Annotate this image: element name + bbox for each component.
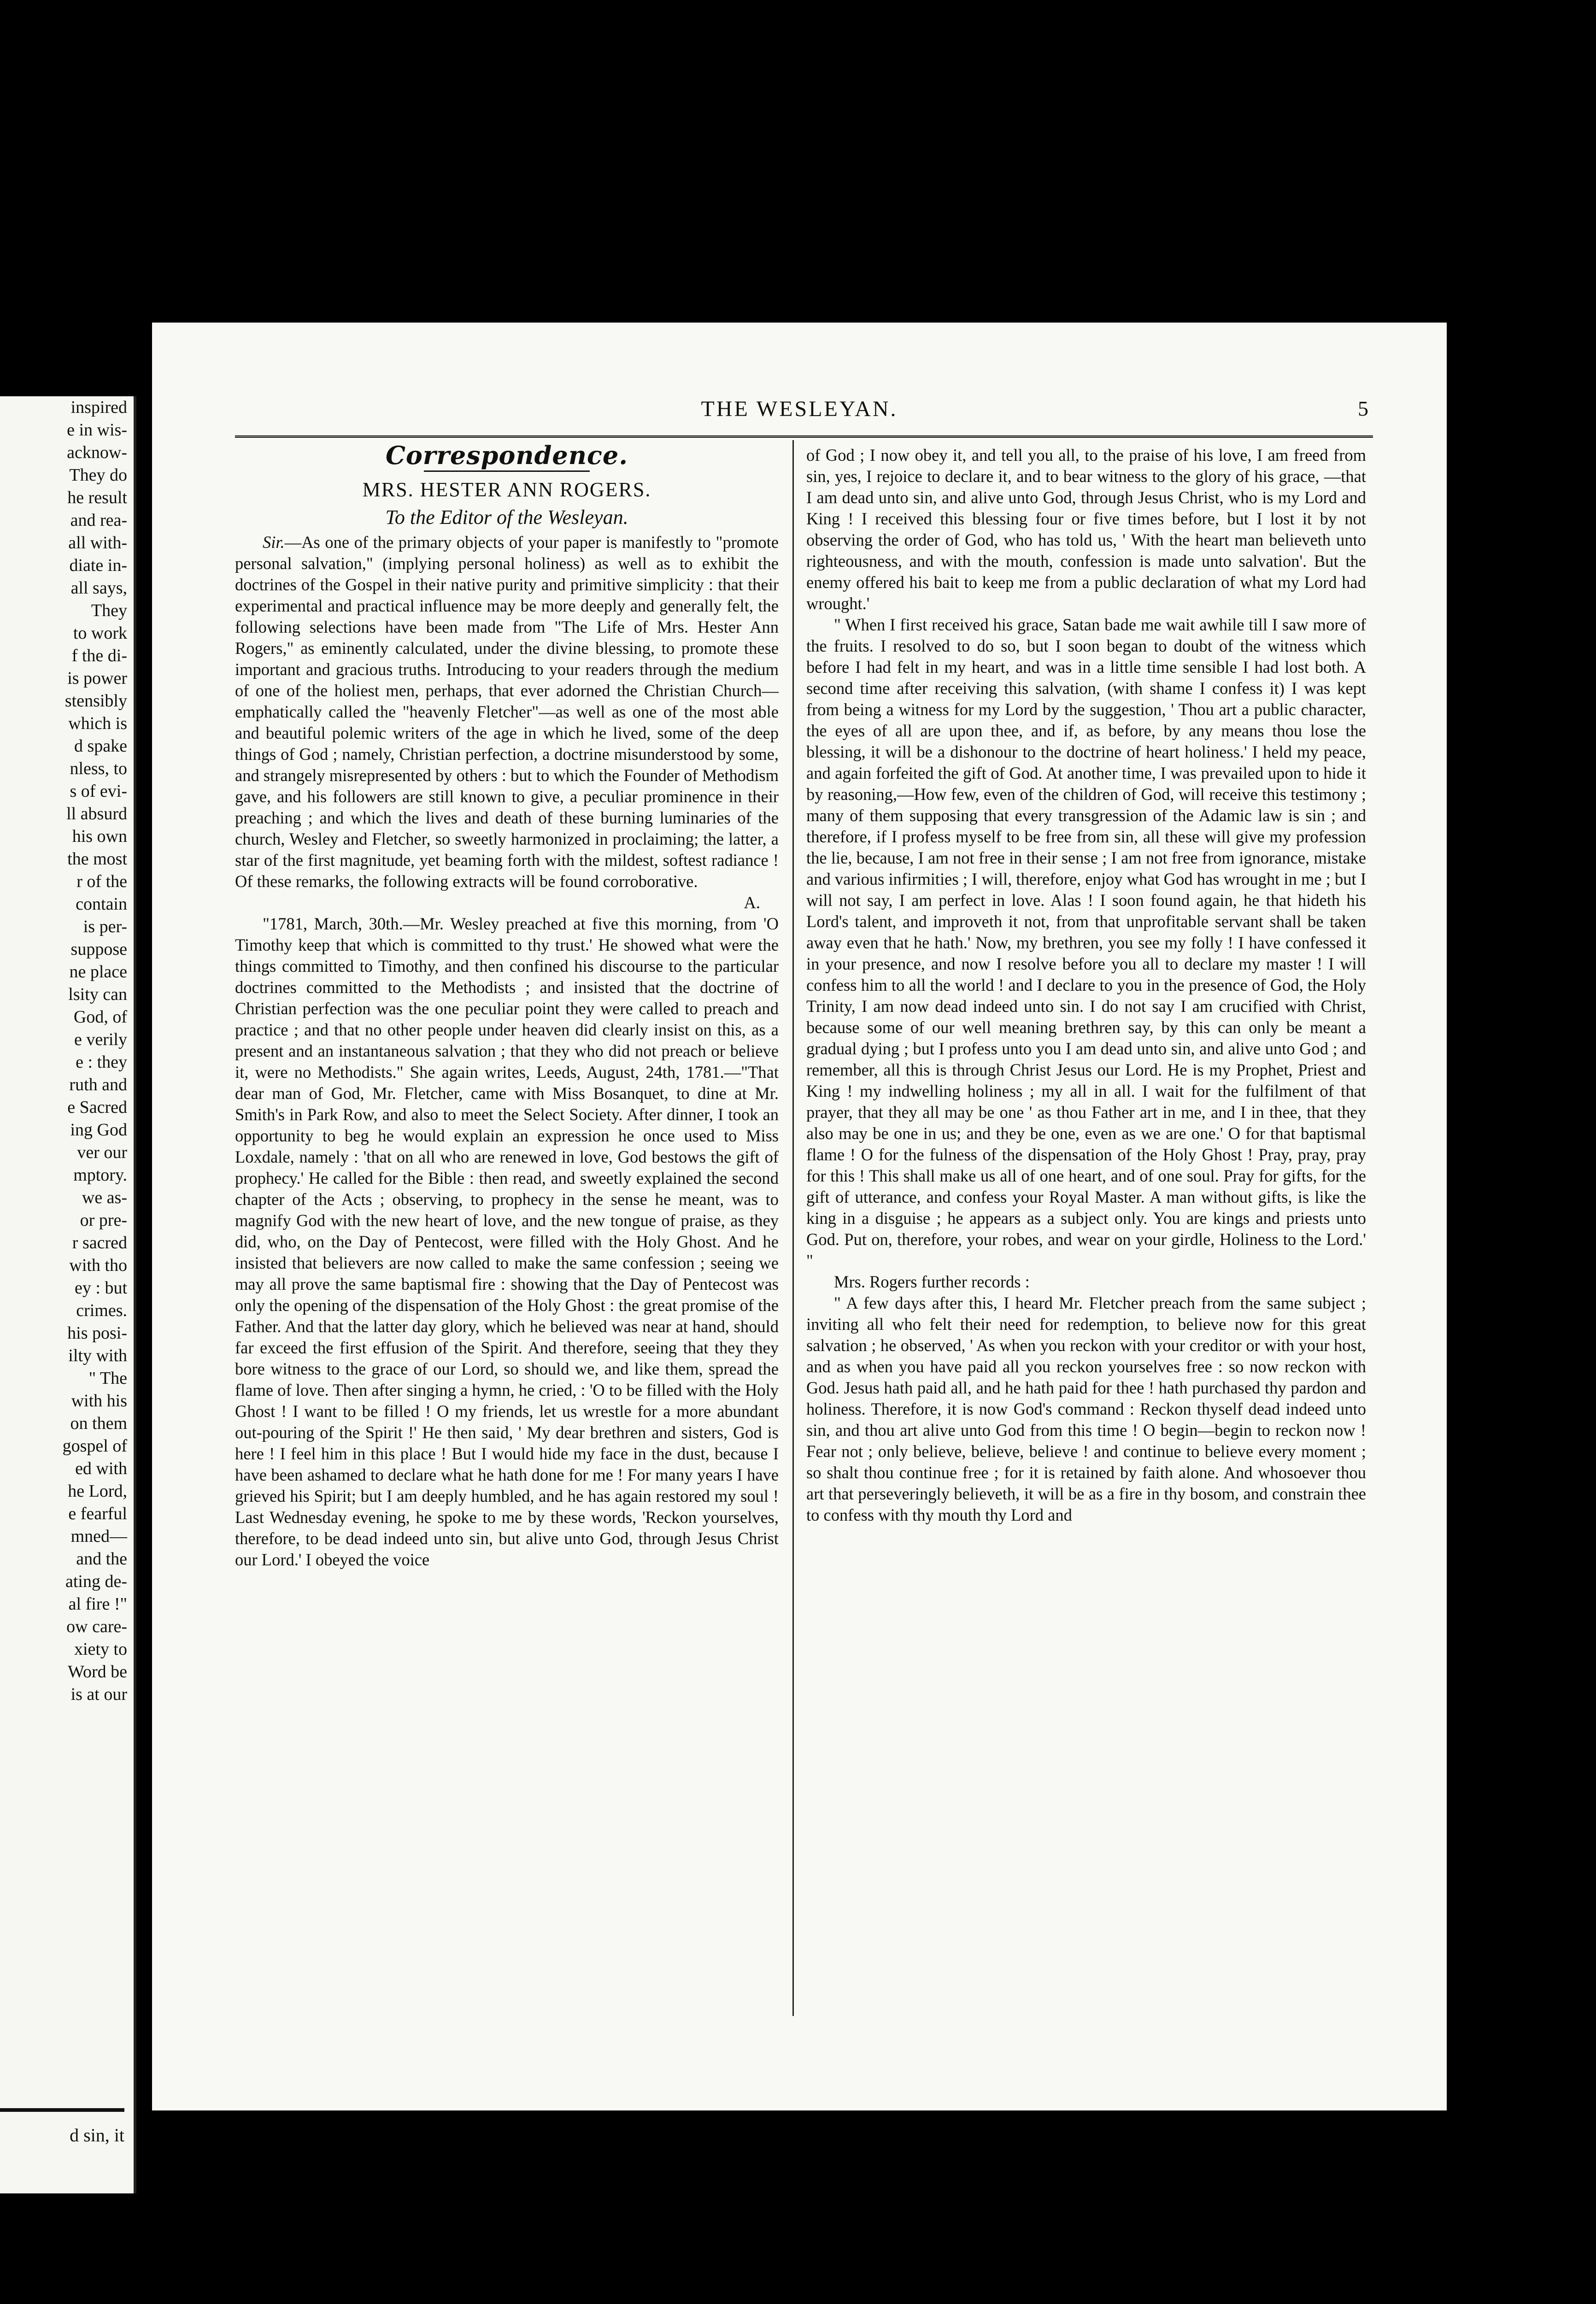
signature: A. <box>744 893 760 912</box>
paragraph-text: —As one of the primary objects of your paper is manifestly to "promote personal salvation," (implying personal holiness) as well as to exhibit the doctrines of the Gospel in their native purity and primitive simplicity : that their experimental and practical influence may be more deeply and generally felt, the following selections have been made from "The Life of Mrs. Hester Ann Rogers," as eminently calculated, under the divine blessing, to promote these important and gracious truths. Introducing to your readers through the medium of one of the holiest men, perhaps, that ever adorned the Christian Church—emphatically called the "heavenly Fletcher"—as well as one of the most able and beautiful polemic writers of the age in which he lived, some of the deep things of God ; namely, Christian perfection, a doctrine misunderstood by some, and strangely misrepresented by others : but to which the Founder of Methodism gave, and his followers are still known to give, a peculiar prominence in their preaching ; and which the lives and death of these burning luminaries of the church, Wesley and Fletcher, so sweetly harmonized in proclaiming; the latter, a star of the first magnitude, yet beaming forth with the mildest, softest radiance ! Of these remarks, the following extracts will be found corroborative. <box>235 533 779 891</box>
fragment-line: s of evi- <box>70 782 127 801</box>
paragraph: " A few days after this, I heard Mr. Fletcher preach from the same subject ; inviting all who felt their need for redemption, to believe now for this great salvation ; he observed, ' As when you reckon with your creditor or with your host, and as when you have paid all you reckon yourselves free : so now reckon with God. Jesus hath paid all, and he hath paid for thee ! hath purchased thy pardon and holiness. Therefore, it is now God's command : Reckon thyself dead indeed unto sin, and thou art alive unto God from this time ! O begin—begin to reckon now ! Fear not ; only believe, believe, believe ! and continue to believe every moment ; so shalt thou continue free ; for it is retained by faith alone. And whosoever thou art that perseveringly believeth, it will be as a fire in thy bosom, and constrain thee to confess with thy mouth thy Lord and <box>806 1293 1366 1524</box>
fragment-line: all with- <box>68 533 127 552</box>
salutation: Sir. <box>263 533 285 552</box>
fragment-line: r of the <box>76 872 127 891</box>
publication-title: THE WESLEYAN. <box>701 397 898 421</box>
left-column <box>235 441 779 1570</box>
newspaper-page <box>152 323 1447 2110</box>
paragraph: " When I first received his grace, Satan bade me wait awhile till I saw more of the fruits. I resolved to do so, but I soon began to doubt of the witness which before I had felt in my heart, and was in a little time sensible I had lost both. A second time after receiving this salvation, (with shame I confess it) I was kept from being a witness for my Lord by the suggestion, ' Thou art a public character, the eyes of all are upon thee, and if, as before, by any means thou lose the blessing, it will be a dishonour to the doctrine of heart holiness.' I held my peace, and again forfeited the gift of God. At another time, I was prevailed upon to hide it by reasoning,—How few, even of the children of God, will receive this testimony ; many of them supposing that every transgression of the Adamic law is sin ; and therefore, if I profess myself to be free from sin, all these will give my profession the lie, because, I am not free in their sense ; I am not free from ignorance, mistake and various infirmities ; I will, therefore, enjoy what God has wrought in me ; but I will not say, I am perfect in love. Alas ! I soon found again, he that hideth his Lord's talent, and improveth it not, from that unprofitable servant shall be taken away even that he hath.' Now, my brethren, you see my folly ! I have confessed it in your presence, and now I resolve before you all to declare my master ! I will confess him to all the world ! and I declare to you in the presence of God, the Holy Trinity, I am now dead indeed unto sin. I do not say I am crucified with Christ, because some of our well meaning brethren say, by this can only be meant a gradual dying ; but I profess unto you I am dead unto sin, and alive unto God ; and remember, all this is through Christ Jesus our Lord. He is my Prophet, Priest and King ! my indwelling holiness ; my all in all. I wait for the fulfilment of that prayer, that they all may be one ' as thou Father art in me, and I in thee, that they also may be one in us; and they be one, even as we are one.' O for that baptismal flame ! O for the fulness of the dispensation of the Holy Ghost ! Pray, pray, pray for this ! This shall make us all of one heart, and of one soul. Pray for gifts, for the gift of utterance, and confess your Royal Master. A man without gifts, is like the king in a disguise ; he appears as a subject only. You are kings and priests unto God. Put on, therefore, your robes, and wear on your girdle, Holiness to the Lord.' " <box>806 615 1366 1270</box>
fragment-line: ed with <box>75 1459 127 1478</box>
fragment-line: with tho <box>69 1256 127 1275</box>
right-column <box>806 445 1366 1526</box>
fragment-line: ver our <box>77 1143 127 1162</box>
fragment-line: al fire !" <box>68 1594 127 1614</box>
fragment-line: ll absurd <box>66 804 127 823</box>
fragment-line: to work <box>73 623 127 643</box>
fragment-line: acknow- <box>67 443 127 462</box>
fragment-line: on them <box>70 1414 127 1433</box>
fragment-line: They do <box>69 465 127 485</box>
fragment-line: nless, to <box>70 759 127 778</box>
paragraph: of God ; I now obey it, and tell you all, to the praise of his love, I am freed from sin, yes, I rejoice to declare it, and to bear witness to the glory of his grace, —that I am dead unto sin, and alive unto God, through Jesus Christ, who is my Lord and King ! I received this blessing four or five times before, but I lost it by not observing the order of God, who has told us, ' With the heart man believeth unto righteousness, and with the mouth, confession is made unto salvation'. But the enemy offered his bait to keep me from a public declaration of what my Lord had wrought.' <box>806 446 1366 613</box>
fragment-line: all says, <box>70 578 127 598</box>
page-number: 5 <box>1358 397 1368 420</box>
fragment-line: ne place <box>69 962 127 982</box>
fragment-line: and rea- <box>70 511 127 530</box>
fragment-line: or pre- <box>80 1211 127 1230</box>
letter-addressee: To the Editor of the Wesleyan. <box>385 506 628 529</box>
fragment-line: mned— <box>70 1527 127 1546</box>
fragment-line: his own <box>72 827 127 846</box>
fragment-line: God, of <box>73 1007 127 1027</box>
facing-page-rule <box>0 2108 124 2112</box>
fragment-line: r sacred <box>72 1233 127 1252</box>
fragment-line: inspired <box>70 398 127 417</box>
running-head <box>152 396 1447 433</box>
fragment-line: is at our <box>70 1685 127 1704</box>
fragment-line: contain <box>76 894 127 914</box>
fragment-line: ow care- <box>66 1617 127 1636</box>
fragment-line: lsity can <box>68 985 127 1004</box>
fragment-line: he Lord, <box>68 1481 127 1501</box>
fragment-line: mptory. <box>73 1165 127 1185</box>
column-divider <box>792 440 794 2016</box>
fragment-line: e in wis- <box>67 420 127 440</box>
fragment-line: ating de- <box>65 1572 127 1591</box>
facing-page-fragment <box>0 396 136 2193</box>
fragment-line: he result <box>67 488 127 507</box>
fragment-line: we as- <box>82 1188 127 1207</box>
fragment-line: is power <box>67 669 127 688</box>
fragment-line: the most <box>67 849 127 869</box>
fragment-line: with his <box>71 1391 127 1411</box>
paragraph <box>235 532 779 892</box>
fragment-line: f the di- <box>71 646 127 665</box>
fragment-line: diate in- <box>69 556 127 575</box>
heading-rule <box>424 470 590 472</box>
fragment-line: which is <box>68 714 127 733</box>
fragment-line: " The <box>88 1369 127 1388</box>
fragment-line: d spake <box>74 736 127 756</box>
fragment-line: ruth and <box>69 1075 127 1094</box>
fragment-line: and the <box>76 1549 127 1569</box>
fragment-line: stensibly <box>65 691 127 711</box>
fragment-line: e : they <box>76 1052 127 1072</box>
fragment-line: Word be <box>68 1662 127 1681</box>
fragment-line: e Sacred <box>67 1098 127 1117</box>
article-title: MRS. HESTER ANN ROGERS. <box>362 478 651 501</box>
fragment-line: ilty with <box>68 1346 127 1365</box>
fragment-line: his posi- <box>67 1323 127 1343</box>
fragment-line: e fearful <box>68 1504 127 1523</box>
fragment-line: gospel of <box>62 1436 127 1456</box>
fragment-line: ey : but <box>75 1278 127 1298</box>
paragraph: "1781, March, 30th.—Mr. Wesley preached at five this morning, from 'O Timothy keep that which is committed to thy trust.' He showed what were the things committed to Timothy, and then confined his discourse to the particular doctrines committed to the Methodists ; and insisted that the doctrine of Christian perfection was the one peculiar point they were called to preach and practice ; and that no other people under heaven did clearly insist on this, as a present and an instantaneous salvation ; that they who did not preach or believe it, were no Methodists." She again writes, Leeds, August, 24th, 1781.—"That dear man of God, Mr. Fletcher, came with Miss Bosanquet, to dine at Mr. Smith's in Park Row, and also to meet the Select Society. After dinner, I took an opportunity to beg he would explain an expression he once used to Miss Loxdale, namely : 'that on all who are renewed in love, God bestows the gift of prophecy.' He called for the Bible : then read, and sweetly explained the second chapter of the Acts ; observing, to prophecy in the sense he meant, was to magnify God with the new heart of love, and the new tongue of praise, as they did, who, on the Day of Pentecost, were filled with the Holy Ghost. And he insisted that believers are now called to make the same confession ; seeing we may all prove the same baptismal fire : showing that the Day of Pentecost was only the opening of the dispensation of the Holy Ghost : the great promise of the Father. And that the latter day glory, which he believed was near at hand, should far exceed the first effusion of the Spirit. And therefore, seeing that they they bore witness to the grace of our Lord, so should we, and like them, spread the flame of love. Then after singing a hymn, he cried, : 'O to be filled with the Holy Ghost ! I want to be filled ! O my friends, let us wrestle for a more abundant out-pouring of the Spirit !' He then said, ' My dear brethren and sisters, God is here ! I feel him in this place ! But I would hide my face in the dust, because I have been ashamed to declare what he hath done for me ! For many years I have grieved his Spirit; but I am deeply humbled, and he has again restored my soul ! Last Wednesday evening, he spoke to me by these words, 'Reckon yourselves, therefore, to be dead indeed unto sin, but alive unto God, through Jesus Christ our Lord.' I obeyed the voice <box>235 914 779 1569</box>
fragment-line: They <box>91 601 127 620</box>
fragment-line: ing God <box>70 1120 127 1140</box>
section-heading: Correspondence. <box>385 441 628 470</box>
fragment-line: suppose <box>70 940 127 959</box>
paragraph: Mrs. Rogers further records : <box>834 1272 1030 1291</box>
header-rule <box>235 435 1373 438</box>
fragment-line: crimes. <box>76 1301 127 1320</box>
fragment-line: is per- <box>83 917 127 936</box>
fragment-line: xiety to <box>74 1640 127 1659</box>
fragment-line: e verily <box>74 1030 127 1049</box>
facing-page-tail: d sin, it <box>70 2125 124 2145</box>
